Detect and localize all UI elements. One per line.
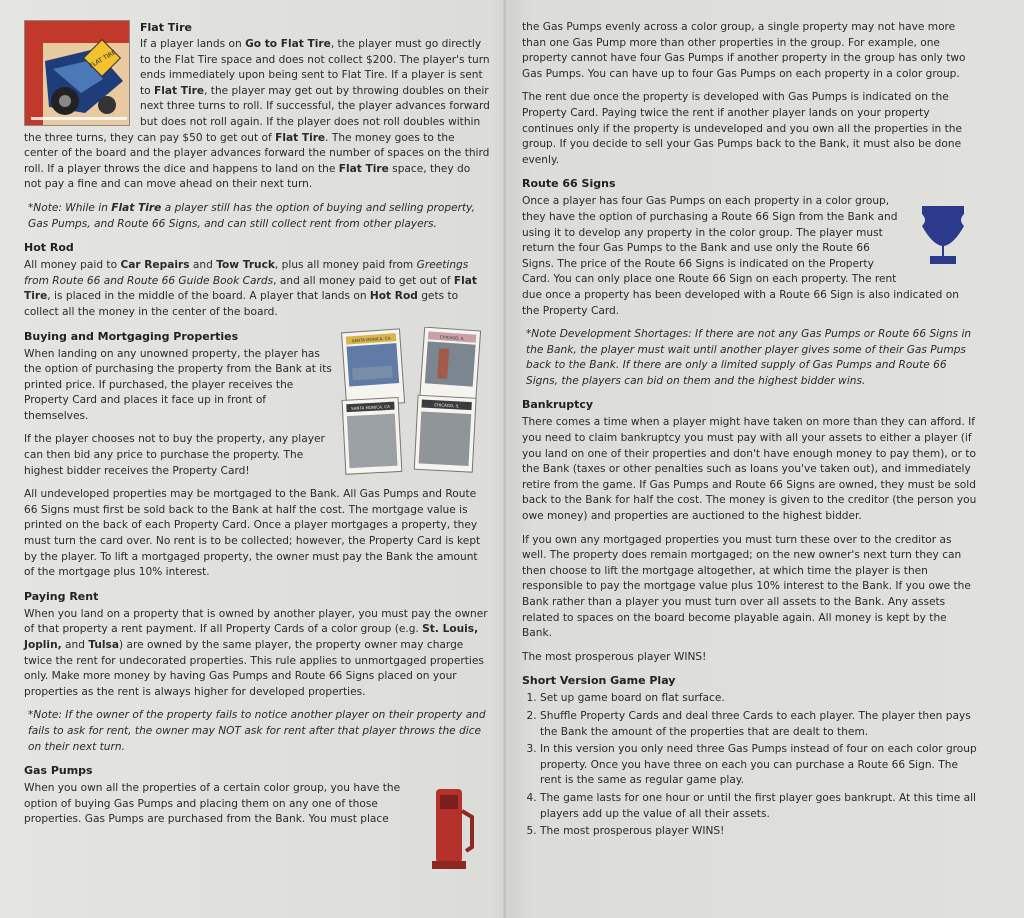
- bankruptcy-paragraph-3: The most prosperous player WINS!: [522, 650, 707, 663]
- paying-rent-paragraph: When you land on a property that is owned by another player, you must pay the owner of that property a rent payment. If all Property Cards of a color group (e.g. St. Louis, Joplin, and Tulsa) are owned by the same player, the property owner may charge twice the rent for undecorated properties. This rule applies to unmortgaged properties only. Make more money by having Gas Pumps and Route 66 Signs placed on your properties as the rent is always higher for developed properties.: [24, 607, 488, 698]
- route-66-note: *Note Development Shortages: If there are not any Gas Pumps or Route 66 Signs in the Bank, the player must wait until another player gives some of their Gas Pumps back to the Bank. If there are only a limited supply of Gas Pumps and Route 66 Signs, the players can bid on them and the highest bidder wins.: [526, 328, 972, 387]
- gas-pumps-paragraph-continued: the Gas Pumps evenly across a color group, a single property may not have more than one Gas Pump more than other properties in the group. For example, one property cannot have four Gas Pumps if another property in the group has only two Gas Pumps. You can have up to four Gas Pumps on each property in a color group.: [522, 21, 966, 80]
- buying-heading: Buying and Mortgaging Properties: [24, 329, 239, 343]
- buying-paragraph-2: If the player chooses not to buy the property, any player can then bid any price to purchase the property. The highest bidder receives the Property Card!: [24, 433, 325, 477]
- flat-tire-illustration: [24, 20, 130, 126]
- paying-rent-note: *Note: If the owner of the property fails to notice another player on their property and fails to ask for rent, the owner may NOT ask for rent after that player throws the dice on their next turn.: [28, 709, 486, 753]
- short-version-list: [522, 691, 978, 839]
- bankruptcy-heading: Bankruptcy: [522, 398, 594, 412]
- bankruptcy-paragraph-1: There comes a time when a player might have taken on more than they can afford. If you need to claim bankruptcy you must pay with all your assets to either a player (if you land on one of their properties and don't have enough money to pay them), or to the Bank (taxes or other penalties such as loans you've taken out), and immediately retire from the game. If Gas Pumps and Route 66 Signs are owned, they must be sold back to the Bank for half the cost. The money is given to the creditor (the person you owe money) and properties are auctioned to the highest bidder.: [522, 416, 977, 523]
- property-cards-art: [340, 327, 490, 477]
- flat-tire-note: *Note: While in Flat Tire a player still has the option of buying and selling property, Gas Pumps, and Route 66 Signs, and can still collect rent from other players.: [28, 201, 475, 230]
- gas-pumps-section: [24, 763, 490, 828]
- flat-tire-sign-text: FLAT TIRE: [88, 48, 118, 70]
- flat-tire-art: [25, 21, 129, 125]
- gas-pumps-paragraph-start: When you own all the properties of a certain color group, you have the option of buying Gas Pumps and placing them on any one of those properties. Gas Pumps are purchased from the Bank. You must place: [24, 782, 401, 826]
- buying-paragraph-1: When landing on any unowned property, the player has the option of purchasing the property from the Bank at its printed price. If purchased, the player receives the Property Card and places it face up in front of themselves.: [24, 347, 332, 422]
- list-item: 5. The most prosperous player WINS!: [540, 824, 978, 840]
- paying-rent-heading: Paying Rent: [24, 589, 99, 603]
- page-fold: [503, 0, 507, 918]
- short-version-heading: Short Version Game Play: [522, 674, 676, 688]
- card4-title: CHICAGO, IL: [434, 401, 460, 408]
- flat-tire-paragraph: If a player lands on Go to Flat Tire, the player must go directly to the Flat Tire space and does not collect $200. The player's turn ends immediately upon being sent to Flat Tire. If a player is sent to Flat Tire, the player may get out by throwing doubles on their next three turns to roll. If successful, the player advances forward but does not roll again. If the player does not roll doubles within the three turns, they can pay $50 to get out of Flat Tire. The money goes to the center of the board and the player advances forward the number of spaces on the third roll. If a player throws the dice and happens to land on the Flat Tire space, they do not pay a fine and can move ahead on their next turn.: [24, 38, 490, 191]
- buying-paragraph-3: All undeveloped properties may be mortgaged to the Bank. All Gas Pumps and Route 66 Signs must first be sold back to the Bank at half the cost. The mortgage value is printed on the back of each Property Card. Once a player mortgages a property, they must turn the card over. No rent is to be collected; however, the Property Card is kept by the player. To lift a mortgaged property, the owner must pay the Bank the amount of the mortgage plus 10% interest.: [24, 488, 481, 579]
- buying-section: [24, 329, 490, 581]
- hot-rod-heading: Hot Rod: [24, 241, 74, 255]
- gas-pump-icon: [420, 781, 490, 871]
- paying-rent-section: [24, 589, 490, 755]
- list-item: 3. In this version you only need three Gas Pumps instead of four on each color group property. Once you have three on each you can purchase a Route 66 Sign. The rent is the same as regular game play.: [540, 742, 978, 789]
- list-item: 2. Shuffle Property Cards and deal three Cards to each player. The player then pays the Bank the amount of the properties that are dealt to them.: [540, 709, 978, 740]
- route-66-heading: Route 66 Signs: [522, 177, 616, 191]
- card1-title: SANTA MONICA, CA: [351, 335, 391, 343]
- hot-rod-section: [24, 240, 490, 320]
- gas-pumps-heading: Gas Pumps: [24, 764, 93, 778]
- flat-tire-heading: Flat Tire: [140, 21, 192, 34]
- bankruptcy-section: [522, 397, 978, 665]
- route-66-sign-icon: [908, 200, 978, 270]
- property-cards-illustration: [340, 327, 490, 477]
- card3-title: SANTA MONICA, CA: [350, 403, 390, 411]
- hot-rod-paragraph: All money paid to Car Repairs and Tow Truck, plus all money paid from Greetings from Route 66 and Route 66 Guide Book Cards, and all money paid to get out of Flat Tire, is placed in the middle of the board. A player that lands on Hot Rod gets to collect all the money in the center of the board.: [24, 259, 477, 318]
- short-version-section: [522, 673, 978, 839]
- list-item: 1. Set up game board on flat surface.: [540, 691, 978, 707]
- route-66-section: [522, 176, 978, 389]
- right-column: [522, 20, 978, 846]
- gas-pumps-paragraph-2: The rent due once the property is developed with Gas Pumps is indicated on the Property Card. Paying twice the rent if another player lands on your property continues only if the property is undeveloped and you own all the properties in the group. If you decide to sell your Gas Pumps back to the Bank, it must also be done evenly.: [522, 91, 962, 166]
- list-item: 4. The game lasts for one hour or until the first player goes bankrupt. At this time all players add up the value of all their assets.: [540, 791, 978, 822]
- left-column: [24, 20, 490, 871]
- route-66-paragraph: Once a player has four Gas Pumps on each property in a color group, they have the option of purchasing a Route 66 Sign from the Bank and using it to develop any property in the color group. The player must return the four Gas Pumps to the Bank and use only the Route 66 Signs. The price of the Route 66 Signs is indicated on the Property Card. You can only place one Route 66 Sign on each property. The rent due once a property has been developed with a Route 66 Sign is also indicated on the Property Card.: [522, 195, 959, 317]
- card2-title: CHICAGO, IL: [439, 333, 465, 341]
- flat-tire-section: [24, 20, 490, 232]
- bankruptcy-paragraph-2: If you own any mortgaged properties you must turn these over to the creditor as well. The property does remain mortgaged; on the new owner's next turn they can then choose to lift the mortgage altogether, at which time the player is then responsible to pay the mortgage value plus 10% interest to the Bank. If you owe the Bank rather than a player you must turn over all assets to the Bank. Any assets related to spaces on the board become playable again. All money is kept by the Bank.: [522, 533, 971, 640]
